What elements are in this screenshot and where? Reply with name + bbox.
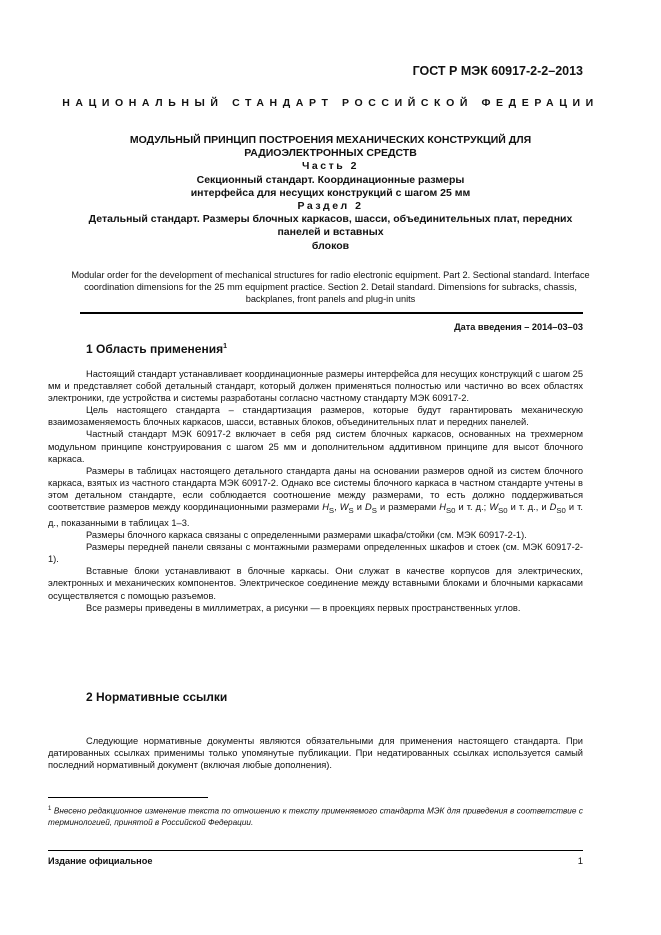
footnote-ref: 1 xyxy=(223,343,227,350)
section-title-line-1: Детальный стандарт. Размеры блочных каркасов, шасси, объединительных плат, передних xyxy=(88,213,573,226)
edition-label: Издание официальное xyxy=(48,856,153,866)
paragraph: Все размеры приведены в миллиметрах, а рисунки — в проекциях первых пространственных углов. xyxy=(86,602,521,613)
paragraph: Цель настоящего стандарта – стандартизация размеров, которые будут гарантировать механическую взаимозаменяемость блочных каркасов, шасси, вставных блоков, объединительных плат и передних панелей. xyxy=(48,405,583,428)
section-label: Раздел 2 xyxy=(297,200,364,213)
section-1-heading-text: 1 Область применения xyxy=(86,342,224,356)
title-block xyxy=(48,134,613,253)
etc: и т. д., и xyxy=(510,502,547,513)
english-title: Modular order for the development of mechanical structures for radio electronic equipment. Part 2. Sectional standard. Interface coordination dimensions for the 25 mm equipment practice. Section 2. Detail standard. Dimensions for subracks, chassis, backplanes, front panels and plug-in units xyxy=(71,270,590,304)
footnote xyxy=(48,804,583,829)
section-title-line-2: панелей и вставных xyxy=(277,226,384,239)
footnote-divider xyxy=(48,797,208,798)
national-standard-banner: НАЦИОНАЛЬНЫЙ СТАНДАРТ РОССИЙСКОЙ ФЕДЕРАЦИИ xyxy=(62,97,599,109)
paragraph-end: и т. д., показанными в таблицах 1–3. xyxy=(48,502,583,528)
paragraph-text: Размеры в таблицах настоящего детального стандарта даны на основании размеров одной из систем блочного каркаса, взятых из частного стандарта МЭК 60917-2. Однако все системы блочного каркаса в частном стандарте учтены в этом детальном стандарте, если соблюдается соотношение между размерами, то есть должно поддерживаться соответствие размеров между координационными размерами xyxy=(48,465,583,513)
footer-divider xyxy=(48,850,583,851)
paragraph: Размеры передней панели связаны с монтажными размерами определенных шкафов и стоек (см. МЭК 60917-2-1). xyxy=(48,542,583,565)
part-title-line-1: Секционный стандарт. Координационные размеры xyxy=(196,173,465,186)
section-2-body xyxy=(48,735,583,771)
paragraph: Настоящий стандарт устанавливает координационные размеры интерфейса для несущих конструкций с шагом 25 мм и представляет собой детальный стандарт, который должен применяться полностью или частично во всех областях электроники, где устройства и системы разработаны согласно частному стандарту МЭК 60917-2. xyxy=(48,369,583,404)
main-title-line-1: МОДУЛЬНЫЙ ПРИНЦИП ПОСТРОЕНИЯ МЕХАНИЧЕСКИХ КОНСТРУКЦИЙ ДЛЯ xyxy=(129,134,532,146)
footnote-mark: 1 xyxy=(48,806,52,812)
footnote-text: Внесено редакционное изменение текста по отношению к тексту применяемого стандарта МЭК для приведения в соответствие с терминологией, принятой в Российской Федерации. xyxy=(48,806,584,828)
conj: и размерами xyxy=(379,502,437,513)
section-title-line-3: блоков xyxy=(311,239,350,252)
paragraph: Размеры блочного каркаса связаны с определенными размерами шкафа/стойки (см. МЭК 60917-2-1). xyxy=(86,530,527,541)
title-divider xyxy=(80,312,583,314)
section-1-body xyxy=(48,368,583,614)
part-title-line-2: интерфейса для несущих конструкций с шагом 25 мм xyxy=(190,186,471,199)
paragraph: Следующие нормативные документы являются обязательными для применения настоящего стандарта. При датированных ссылках применимы только упомянутые публикации. При недатированных ссылках используется самый последний нормативный документ (включая любые дополнения). xyxy=(48,736,583,771)
paragraph-dimensions: Размеры в таблицах настоящего детального стандарта даны на основании размеров одной из систем блочного каркаса, взятых из частного стандарта МЭК 60917-2. Однако все системы блочного каркаса в частном стандарте учтены в этом детальном стандарте, если соблюдается соотношение между размерами, то есть должно поддерживаться соответствие размеров между координационными размерами $H_S$, $W_S$ и $D_S$ и размерами $H_{S0}$ и т. д.; $W_{S0}$ и т. д., и $D_{S0}$ и т. д., показанными в таблицах 1–3. xyxy=(48,465,583,528)
main-title-line-2: РАДИОЭЛЕКТРОННЫХ СРЕДСТВ xyxy=(244,147,417,160)
paragraph: Частный стандарт МЭК 60917-2 включает в себя ряд систем блочных каркасов, основанных на трехмерном модульном принципе конструирования с шагом 25 мм и дополнительном аддитивном принципе для высот блочного каркаса. xyxy=(48,429,583,464)
part-label: Часть 2 xyxy=(302,160,359,173)
section-2-heading: 2 Нормативные ссылки xyxy=(86,690,228,704)
introduction-date: Дата введения – 2014–03–03 xyxy=(454,322,583,332)
etc: и т. д.; xyxy=(458,502,487,513)
paragraph: Вставные блоки устанавливают в блочные каркасы. Они служат в качестве корпусов для электрических, электронных и механических компонентов. Электрическое соединение между вставными блоками и блочными каркасами осуществляется с помощью разъемов. xyxy=(48,566,583,601)
page-number: 1 xyxy=(577,856,583,867)
document-code: ГОСТ Р МЭК 60917-2-2–2013 xyxy=(412,64,583,78)
conj: и xyxy=(356,502,362,513)
section-1-heading xyxy=(86,342,227,356)
